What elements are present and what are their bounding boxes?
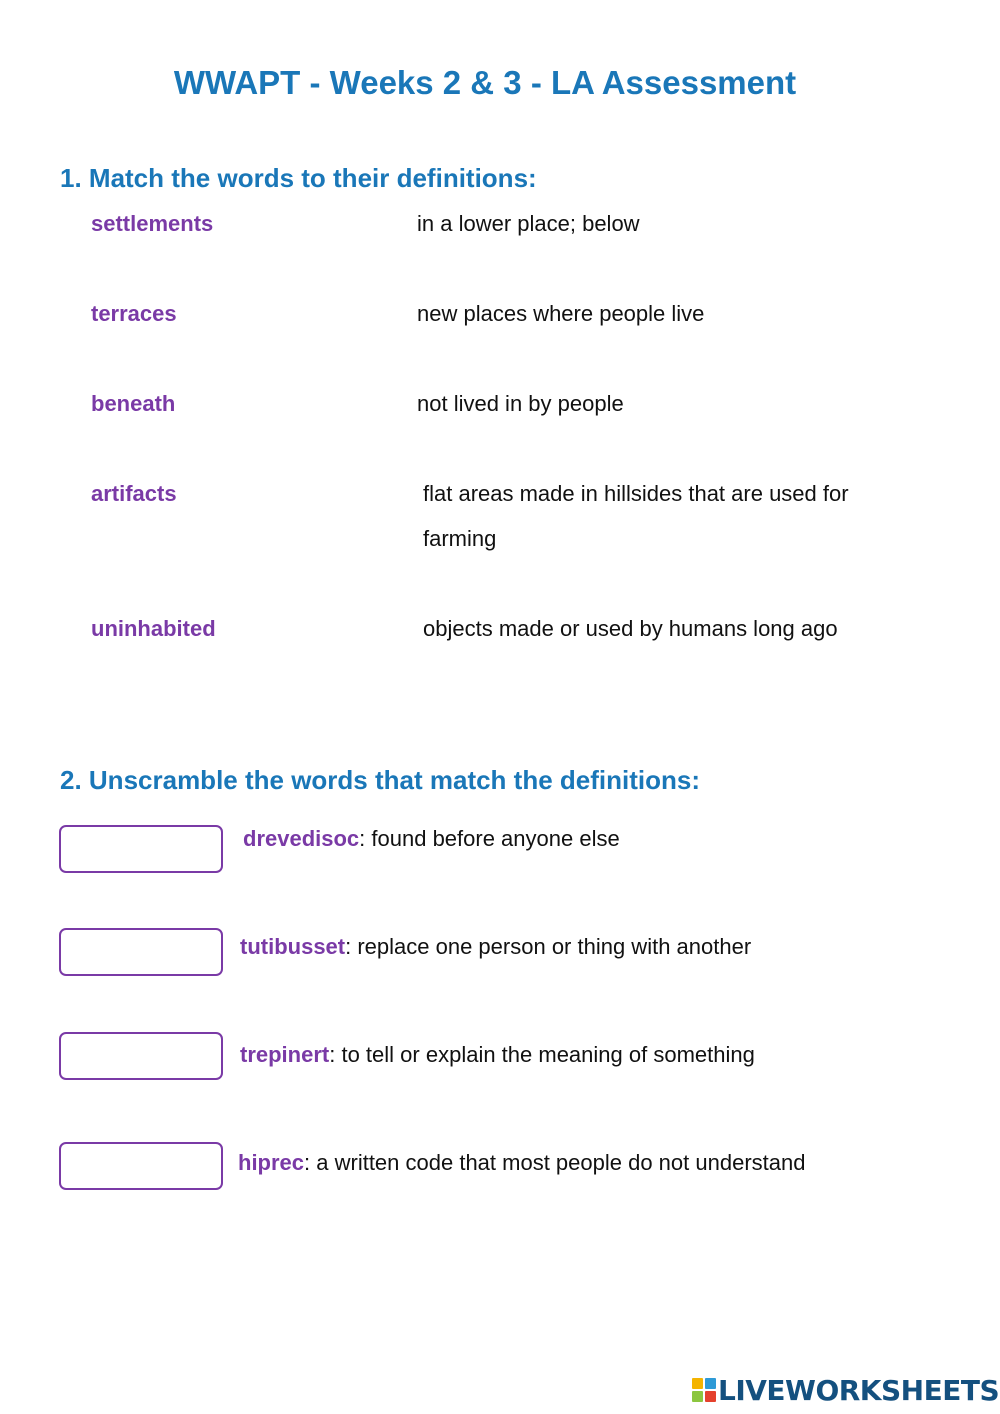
- page-title: WWAPT - Weeks 2 & 3 - LA Assessment: [173, 64, 797, 101]
- logo-text: LIVEWORKSHEETS: [718, 1373, 1000, 1407]
- liveworksheets-logo[interactable]: [692, 1374, 999, 1406]
- unscramble-clue-3: [240, 1042, 755, 1068]
- clue-definition: : replace one person or thing with another: [345, 934, 752, 959]
- section-1-heading: 1. Match the words to their definitions:: [60, 163, 537, 193]
- clue-definition: : found before anyone else: [359, 826, 620, 851]
- liveworksheets-logo-icon: [692, 1378, 716, 1402]
- answer-box-2[interactable]: [59, 928, 223, 976]
- unscramble-clue-2: [240, 934, 751, 960]
- answer-box-4[interactable]: [59, 1142, 223, 1190]
- match-word-terraces[interactable]: terraces: [91, 301, 177, 326]
- scrambled-word: drevedisoc: [243, 826, 360, 851]
- scrambled-word: tutibusset: [240, 934, 346, 959]
- match-word-settlements[interactable]: settlements: [91, 211, 214, 236]
- answer-box-3[interactable]: [59, 1032, 223, 1080]
- match-definition-2[interactable]: new places where people live: [417, 301, 705, 326]
- match-definition-3[interactable]: not lived in by people: [417, 391, 624, 416]
- scrambled-word: hiprec: [238, 1150, 305, 1175]
- section-2-heading: 2. Unscramble the words that match the definitions:: [60, 765, 700, 795]
- match-word-artifacts[interactable]: artifacts: [91, 481, 177, 506]
- match-word-uninhabited[interactable]: uninhabited: [91, 616, 216, 641]
- match-definition-4[interactable]: flat areas made in hillsides that are used for farming: [423, 481, 849, 551]
- scrambled-word: trepinert: [240, 1042, 330, 1067]
- match-word-beneath[interactable]: beneath: [91, 391, 176, 416]
- unscramble-clue-4: [238, 1150, 805, 1176]
- match-definition-5[interactable]: objects made or used by humans long ago: [423, 616, 838, 641]
- clue-definition: : a written code that most people do not understand: [304, 1150, 806, 1175]
- match-definition-1[interactable]: in a lower place; below: [417, 211, 640, 236]
- unscramble-clue-1: [243, 826, 620, 852]
- answer-box-1[interactable]: [59, 825, 223, 873]
- clue-definition: : to tell or explain the meaning of something: [329, 1042, 755, 1067]
